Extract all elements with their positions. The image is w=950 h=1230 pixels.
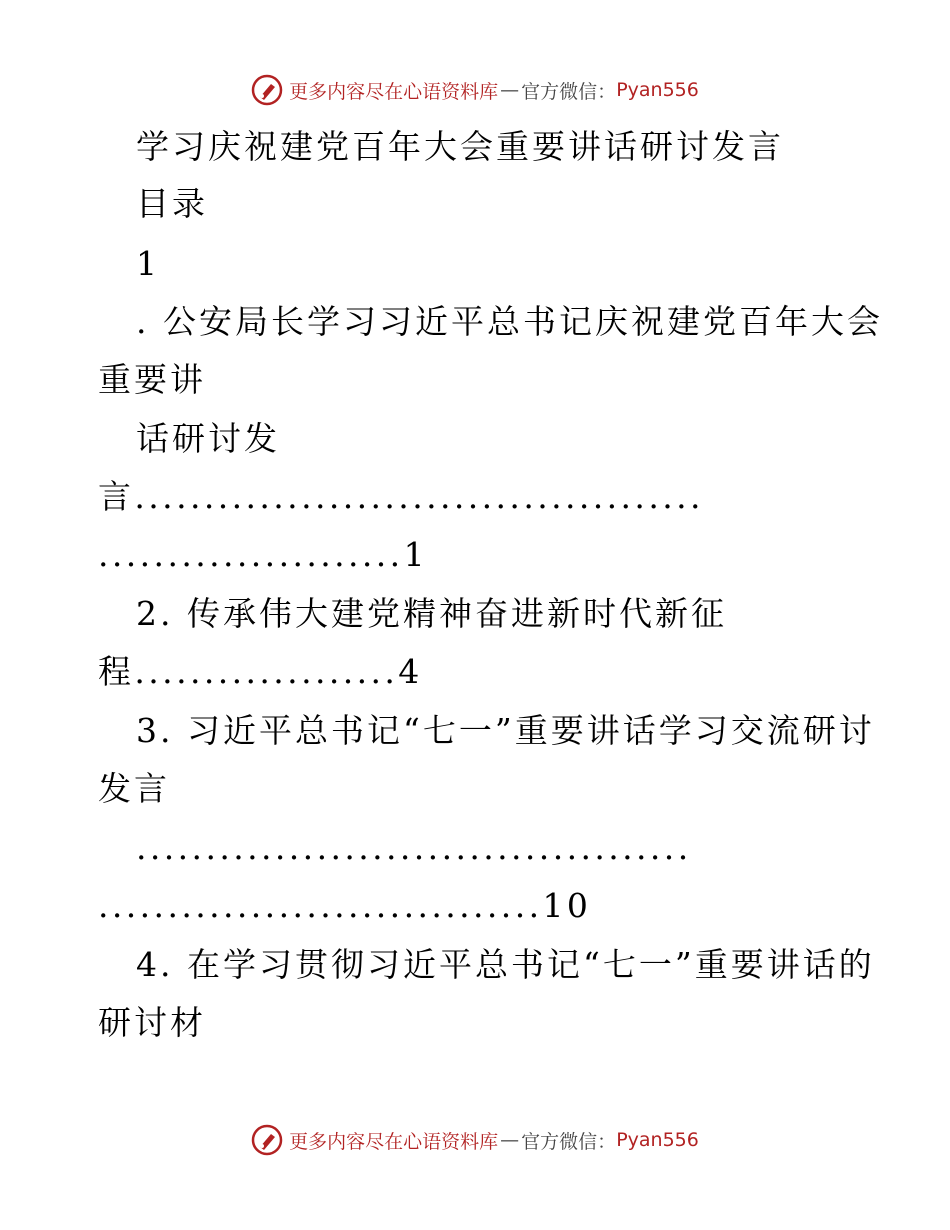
toc-line: ......................1 [98, 535, 428, 574]
toc-line: ........................................ [136, 828, 692, 867]
toc-line: 研讨材 [98, 1003, 206, 1042]
toc-line: ................................10 [98, 886, 592, 925]
watermark-banner-bottom [0, 1120, 950, 1160]
pen-logo-icon [251, 1124, 283, 1156]
watermark-separator: — [500, 79, 520, 101]
toc-heading: 目录 [136, 184, 208, 223]
toc-line: 重要讲 [98, 360, 206, 399]
watermark-brand: 更多内容尽在心语资料库 [289, 80, 499, 103]
watermark-wechat-label: 官方微信： [521, 80, 617, 103]
watermark-wechat-id: Pyan556 [616, 1129, 699, 1151]
toc-line: 程...................4 [98, 652, 423, 691]
toc-line: 1 [136, 244, 160, 283]
toc-line: 3. 习近平总书记“七一”重要讲话学习交流研讨 [136, 711, 875, 750]
toc-line: 发言 [98, 769, 170, 808]
watermark-wechat-id: Pyan556 [616, 79, 699, 101]
watermark-brand: 更多内容尽在心语资料库 [289, 1130, 499, 1153]
watermark-banner-top [0, 70, 950, 110]
toc-line: . 公安局长学习习近平总书记庆祝建党百年大会 [136, 302, 883, 341]
toc-line: 4. 在学习贯彻习近平总书记“七一”重要讲话的 [136, 945, 875, 984]
toc-line: 言......................................... [98, 477, 704, 516]
toc-line: 2. 传承伟大建党精神奋进新时代新征 [136, 594, 727, 633]
toc-line: 话研讨发 [136, 419, 280, 458]
document-title: 学习庆祝建党百年大会重要讲话研讨发言 [136, 127, 784, 166]
watermark-wechat-label: 官方微信： [521, 1130, 617, 1153]
pen-logo-icon [251, 74, 283, 106]
watermark-separator: — [500, 1129, 520, 1151]
